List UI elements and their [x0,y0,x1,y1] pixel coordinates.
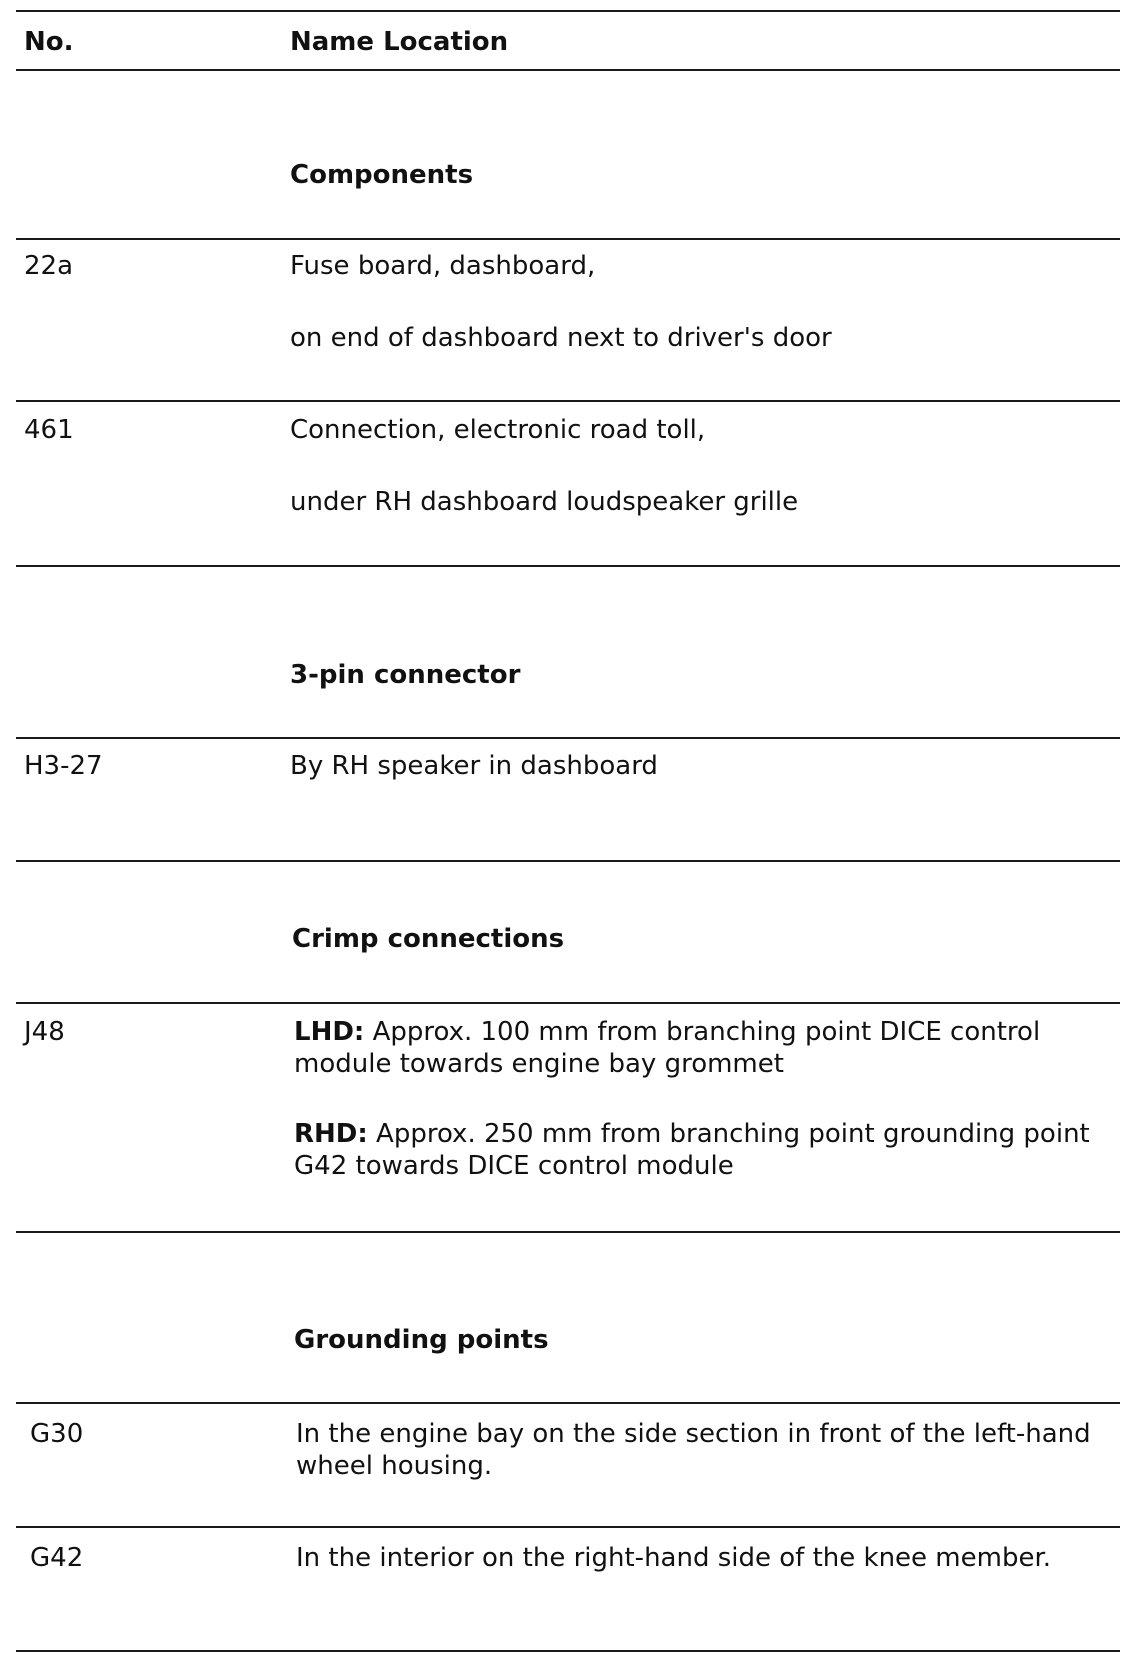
row-rule [16,1526,1120,1528]
bottom-rule [16,1650,1120,1652]
row-location: on end of dashboard next to driver's door [290,323,832,353]
rhd-text: Approx. 250 mm from branching point grounding point G42 towards DICE control module [294,1119,1090,1181]
row-location: By RH speaker in dashboard [290,751,658,781]
row-no: G30 [30,1419,84,1449]
section-title-grounding-points: Grounding points [294,1325,549,1355]
row-rule [16,238,1120,240]
section-title-components: Components [290,160,474,190]
row-rule [16,1231,1120,1233]
row-rule [16,400,1120,402]
row-location: In the interior on the right-hand side of the knee member. [296,1543,1052,1573]
row-rule [16,1402,1120,1404]
rhd-location [294,1118,1114,1182]
row-no: J48 [24,1017,65,1047]
lhd-text: Approx. 100 mm from branching point DICE control module towards engine bay grommet [294,1017,1041,1079]
row-no: H3-27 [24,751,103,781]
row-rule [16,1002,1120,1004]
header-rule [16,69,1120,71]
row-no: 22a [24,251,74,281]
header-no: No. [24,27,74,57]
row-rule [16,737,1120,739]
row-name: Fuse board, dashboard, [290,251,596,281]
row-rule [16,860,1120,862]
row-name: Connection, electronic road toll, [290,415,706,445]
lhd-label: LHD: [294,1017,365,1047]
rhd-label: RHD: [294,1119,368,1149]
header-name-location: Name Location [290,27,509,57]
lhd-location [294,1016,1114,1080]
section-title-3-pin-connector: 3-pin connector [290,660,521,690]
row-no: 461 [24,415,74,445]
row-location: In the engine bay on the side section in front of the left-hand wheel housing. [296,1419,1091,1481]
row-rule [16,565,1120,567]
row-no: G42 [30,1543,84,1573]
section-title-crimp-connections: Crimp connections [292,924,565,954]
top-rule [16,10,1120,12]
row-location: under RH dashboard loudspeaker grille [290,487,799,517]
